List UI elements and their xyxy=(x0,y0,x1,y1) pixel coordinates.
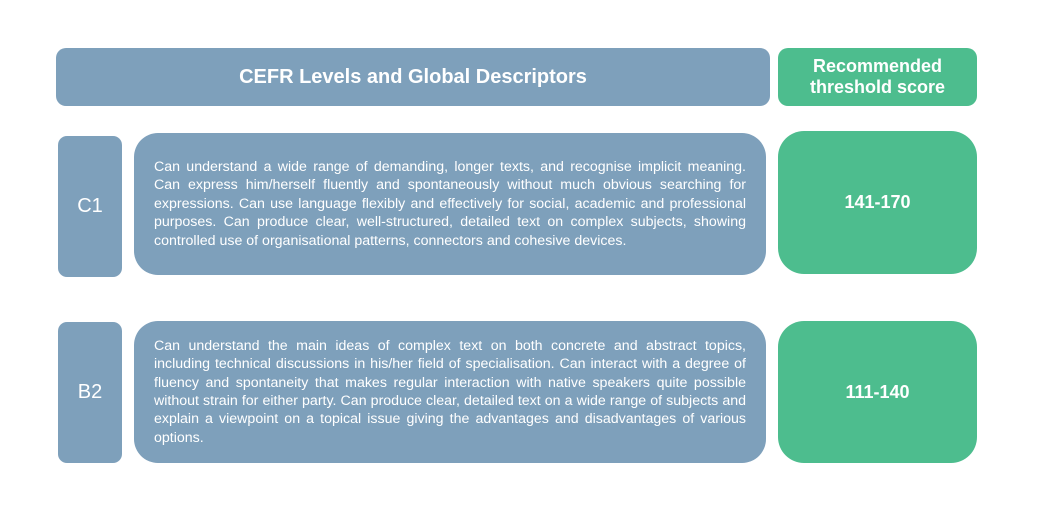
level-label-c1 xyxy=(58,136,122,277)
threshold-score-header-line2: threshold score xyxy=(809,77,946,97)
threshold-score-b2-text: 111-140 xyxy=(845,381,910,402)
level-label-b2 xyxy=(58,322,122,463)
level-c1-description-text: Can understand a wide range of demanding, longer texts, and recognise implicit meaning. Can express him/herself fluently and spontaneously without much obvious searching for expressions. Can use language flexibly and effectively for social, academic and professional purposes. Can produce clear, well-structured, detailed text on complex subjects, showing controlled use of organisational patterns, connectors and cohesive devices. xyxy=(154,158,746,249)
descriptors-header xyxy=(56,48,770,106)
threshold-score-header-line1: Recommended xyxy=(812,56,943,76)
level-b2-text: B2 xyxy=(77,381,103,403)
level-description-c1 xyxy=(134,133,766,275)
descriptors-header-title: CEFR Levels and Global Descriptors xyxy=(239,65,587,88)
level-c1-text: C1 xyxy=(77,195,103,217)
level-b2-description-text: Can understand the main ideas of complex text on both concrete and abstract topics, including technical discussions in his/her field of specialisation. Can interact with a degree of fluency and spontaneity that makes regular interaction with native speakers quite possible without strain for either party. Can produce clear, detailed text on a wide range of subjects and explain a viewpoint on a topical issue giving the advantages and disadvantages of various options. xyxy=(154,337,746,446)
level-description-b2 xyxy=(134,321,766,463)
threshold-score-b2 xyxy=(778,321,977,463)
threshold-score-c1-text: 141-170 xyxy=(844,192,911,212)
threshold-score-c1 xyxy=(778,131,977,274)
threshold-score-header xyxy=(778,48,977,106)
